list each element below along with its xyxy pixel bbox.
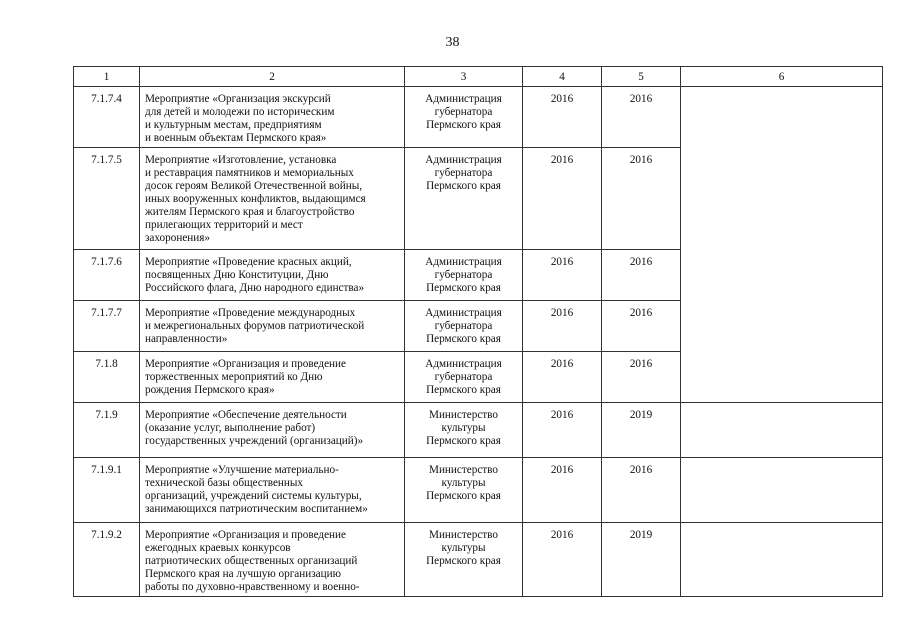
item-number: 7.1.8 — [74, 352, 140, 403]
item-executor: Администрация губернатора Пермского края — [405, 352, 523, 403]
column-6-cell — [681, 523, 883, 597]
end-year: 2016 — [602, 301, 681, 352]
item-executor: Администрация губернатора Пермского края — [405, 148, 523, 250]
end-year: 2016 — [602, 148, 681, 250]
start-year: 2016 — [523, 87, 602, 148]
item-executor: Министерство культуры Пермского края — [405, 458, 523, 523]
column-6-cell — [681, 403, 883, 458]
item-description: Мероприятие «Организация и проведение торжественных мероприятий ко Дню рождения Пермского края» — [140, 352, 405, 403]
header-cell: 6 — [681, 67, 883, 87]
table-row — [74, 87, 883, 148]
header-cell: 5 — [602, 67, 681, 87]
item-description: Мероприятие «Изготовление, установка и реставрация памятников и мемориальных досок героям Великой Отечественной войны, иных вооруженных конфликтов, выдающимся жителям Пермского края и благоустройство прилегающих территорий и мест захоронения» — [140, 148, 405, 250]
column-6-cell — [681, 87, 883, 403]
item-executor: Администрация губернатора Пермского края — [405, 250, 523, 301]
item-description: Мероприятие «Организация экскурсий для детей и молодежи по историческим и культурным местам, предприятиям и военным объектам Пермского края» — [140, 87, 405, 148]
start-year: 2016 — [523, 250, 602, 301]
table-row — [74, 458, 883, 523]
program-activities-table — [73, 66, 883, 597]
header-cell: 2 — [140, 67, 405, 87]
header-row — [74, 67, 883, 87]
table-row — [74, 403, 883, 458]
item-number: 7.1.9 — [74, 403, 140, 458]
start-year: 2016 — [523, 301, 602, 352]
item-executor: Министерство культуры Пермского края — [405, 403, 523, 458]
item-description: Мероприятие «Проведение красных акций, посвященных Дню Конституции, Дню Российского флага, Дню народного единства» — [140, 250, 405, 301]
item-description: Мероприятие «Улучшение материально- технической базы общественных организаций, учреждений системы культуры, занимающихся патриотическим воспитанием» — [140, 458, 405, 523]
item-executor: Администрация губернатора Пермского края — [405, 87, 523, 148]
item-number: 7.1.7.4 — [74, 87, 140, 148]
end-year: 2019 — [602, 523, 681, 597]
end-year: 2016 — [602, 352, 681, 403]
item-number: 7.1.7.7 — [74, 301, 140, 352]
start-year: 2016 — [523, 458, 602, 523]
item-description: Мероприятие «Проведение международных и межрегиональных форумов патриотической направленности» — [140, 301, 405, 352]
item-number: 7.1.9.1 — [74, 458, 140, 523]
item-description: Мероприятие «Организация и проведение ежегодных краевых конкурсов патриотических общественных организаций Пермского края на лучшую организацию работы по духовно-нравственному и военно- — [140, 523, 405, 597]
item-executor: Министерство культуры Пермского края — [405, 523, 523, 597]
item-number: 7.1.7.5 — [74, 148, 140, 250]
start-year: 2016 — [523, 403, 602, 458]
end-year: 2016 — [602, 87, 681, 148]
item-description: Мероприятие «Обеспечение деятельности (оказание услуг, выполнение работ) государственных учреждений (организаций)» — [140, 403, 405, 458]
header-cell: 4 — [523, 67, 602, 87]
item-number: 7.1.9.2 — [74, 523, 140, 597]
start-year: 2016 — [523, 148, 602, 250]
header-cell: 3 — [405, 67, 523, 87]
item-executor: Администрация губернатора Пермского края — [405, 301, 523, 352]
end-year: 2016 — [602, 250, 681, 301]
start-year: 2016 — [523, 352, 602, 403]
table-row — [74, 523, 883, 597]
header-cell: 1 — [74, 67, 140, 87]
end-year: 2019 — [602, 403, 681, 458]
item-number: 7.1.7.6 — [74, 250, 140, 301]
column-6-cell — [681, 458, 883, 523]
end-year: 2016 — [602, 458, 681, 523]
start-year: 2016 — [523, 523, 602, 597]
page-number: 38 — [445, 35, 460, 50]
